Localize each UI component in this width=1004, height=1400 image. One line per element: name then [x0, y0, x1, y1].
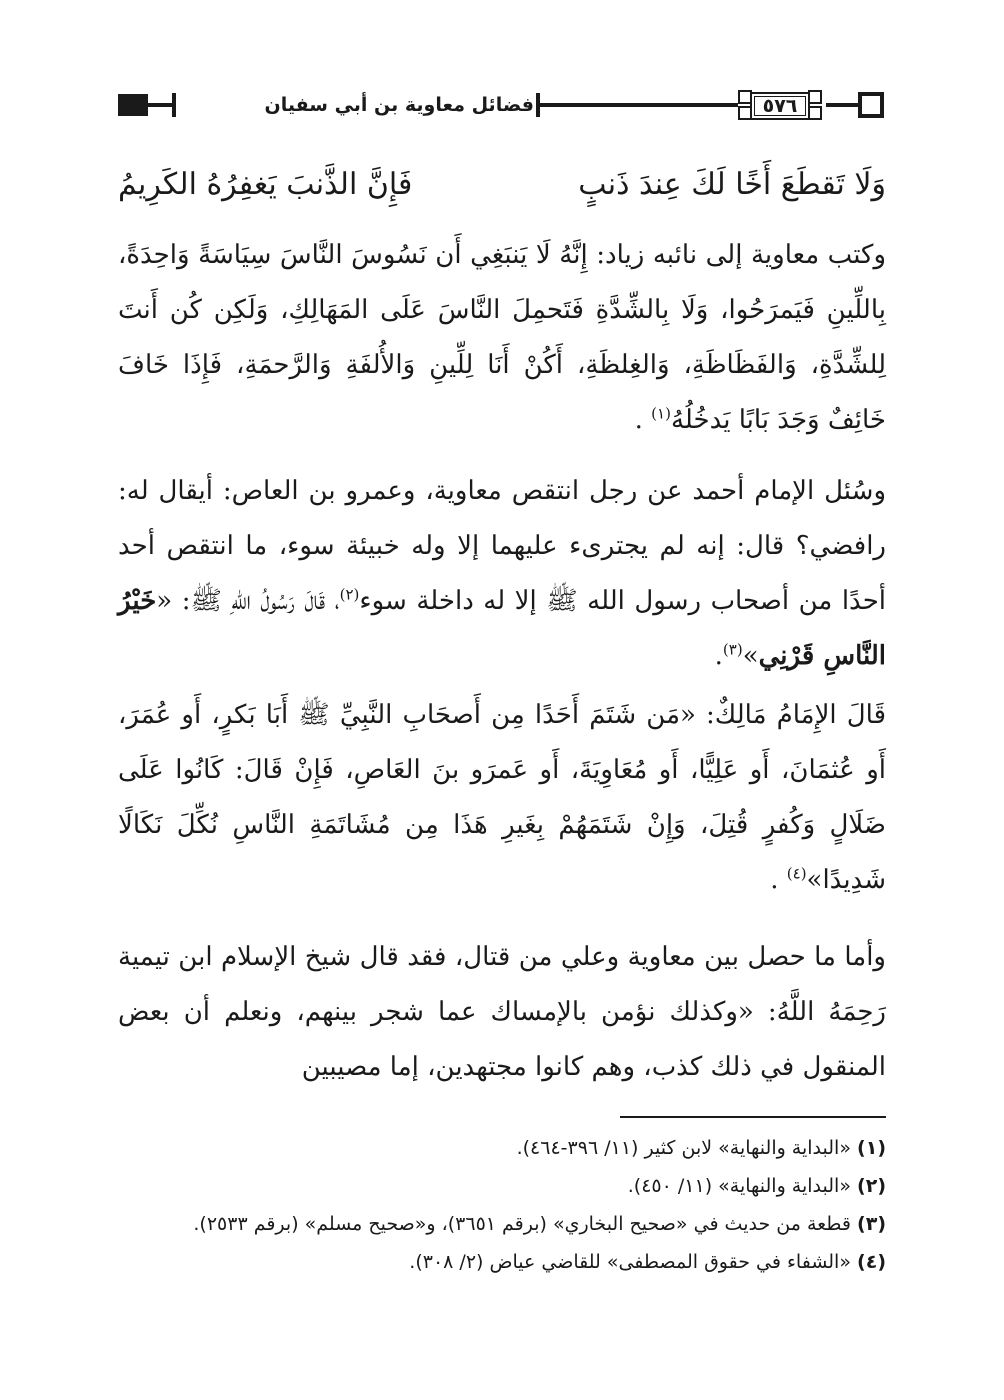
footnote-text: «البداية والنهاية» (١١/ ٤٥٠).	[627, 1175, 851, 1197]
footnote-ref: (١)	[651, 404, 671, 423]
paragraph-text: ، قَالَ رَسُولُ اللهِ ﷺ: «	[156, 586, 340, 616]
footnote-text: «الشفاء في حقوق المصطفى» للقاضي عياض (٢/ ٣٠٨).	[409, 1251, 851, 1273]
verse-first-hemistich: وَلَا تَقطَعَ أَخًا لَكَ عِندَ ذَنبٍ	[578, 167, 886, 202]
header-bar	[172, 93, 176, 117]
footnote-text: قطعة من حديث في «صحيح البخاري» (برقم ٣٦٥١)، و«صحيح مسلم» (برقم ٢٥٣٣).	[193, 1213, 851, 1235]
hadith-quote: خَيْرُ النَّاسِ قَرْنِي	[118, 586, 886, 671]
footnote-number: (٣)	[857, 1213, 886, 1235]
header-right-square	[858, 92, 884, 118]
paragraph-end: .	[770, 865, 787, 895]
page-header	[118, 88, 886, 124]
paragraph-muawiya-letter	[118, 228, 886, 448]
footnote-ref: (٤)	[786, 864, 807, 883]
footnote-item	[118, 1246, 886, 1278]
paragraph-text: قَالَ الإِمَامُ مَالِكٌ: «مَن شَتَمَ أَحَدًا مِن أَصحَابِ النَّبِيِّ ﷺ أَبَا بَكرٍ، أَو عُمَرَ، أَو عُثمَانَ، أَو عَلِيًّا، أَو مُعَاوِيَةَ، أَو عَمرَو بنَ العَاصِ، فَإِنْ قَالَ: كَانُوا عَلَى ضَلَالٍ وَكُفرٍ قُتِلَ، وَإِنْ شَتَمَهُمْ بِغَيرِ هَذَا مِن مُشَاتَمَةِ النَّاسِ نُكِّلَ نَكَالًا شَدِيدًا»	[118, 700, 886, 895]
paragraph-end: .	[714, 641, 723, 671]
footnote-item	[118, 1170, 886, 1202]
page-number-ornament	[736, 88, 826, 122]
footnote-item	[118, 1132, 886, 1164]
footnote-number: (٤)	[857, 1251, 886, 1273]
footnote-item	[118, 1208, 886, 1240]
paragraph-ibn-taymiyya	[118, 930, 886, 1095]
page-number: ٥٧٦	[762, 95, 798, 117]
quote-close: »	[742, 641, 759, 671]
header-rule	[148, 103, 174, 107]
running-title: فضائل معاوية بن أبي سفيان	[264, 94, 534, 116]
footnote-ref: (٢)	[339, 585, 360, 604]
footnote-number: (١)	[857, 1137, 886, 1159]
paragraph-end: .	[634, 405, 652, 435]
poem-verse	[118, 160, 886, 210]
footnote-ref: (٣)	[722, 640, 743, 659]
verse-second-hemistich: فَإِنَّ الذَّنبَ يَغفِرُهُ الكَرِيمُ	[118, 167, 413, 202]
paragraph-text: وكتب معاوية إلى نائبه زياد: إِنَّهُ لَا يَنبَغِي أَن نَسُوسَ النَّاسَ سِيَاسَةً وَاحِدَةً، بِاللِّينِ فَيَمرَحُوا، وَلَا بِالشِّدَّةِ فَتَحمِلَ النَّاسَ عَلَى المَهَالِكِ، وَلَكِن كُن أَنتَ لِلشِّدَّةِ، وَالفَظَاظَةِ، وَالغِلظَةِ، أَكُنْ أَنَا لِلِّينِ وَالأُلفَةِ وَالرَّحمَةِ، فَإِذَا خَافَ خَائِفٌ وَجَدَ بَابًا يَدخُلُهُ	[118, 240, 886, 435]
footnote-text: «البداية والنهاية» لابن كثير (١١/ ٣٩٦-٤٦٤).	[516, 1137, 851, 1159]
header-rule	[826, 103, 858, 107]
paragraph-text: وأما ما حصل بين معاوية وعلي من قتال، فقد قال شيخ الإسلام ابن تيمية رَحِمَهُ اللَّهُ: «وكذلك نؤمن بالإمساك عما شجر بينهم، ونعلم أن بعض المنقول في ذلك كذب، وهم كانوا مجتهدين، إما مصيبين	[118, 942, 886, 1082]
paragraph-imam-ahmad	[118, 464, 886, 684]
header-rule	[540, 103, 738, 107]
footnotes	[118, 1132, 886, 1284]
ornament-knot	[808, 90, 822, 104]
paragraph-imam-malik	[118, 688, 886, 908]
footnote-separator	[620, 1116, 886, 1118]
footnote-number: (٢)	[857, 1175, 886, 1197]
ornament-knot	[808, 106, 822, 120]
header-left-block	[118, 94, 148, 116]
paragraph-text: وسُئل الإمام أحمد عن رجل انتقص معاوية، وعمرو بن العاص: أيقال له: رافضي؟ قال: إنه لم يجترىء عليهما إلا وله خبيئة سوء، ما انتقص أحد أحدًا من أصحاب رسول الله ﷺ إلا له داخلة سوء	[118, 476, 886, 616]
